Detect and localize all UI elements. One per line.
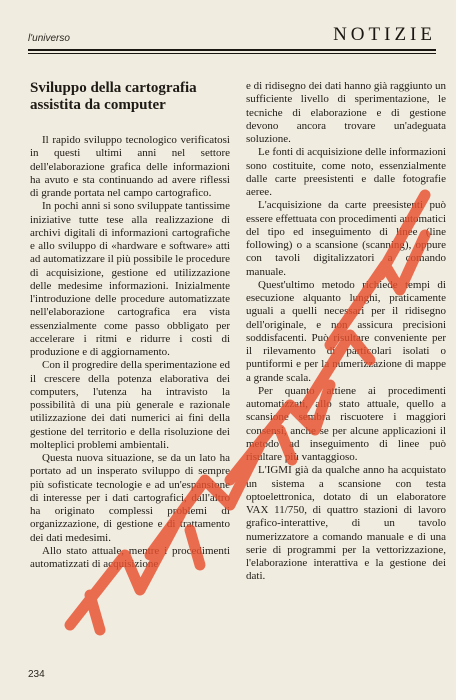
paragraph: Il rapido sviluppo tecnologico verificatosi in questi ultimi anni nel settore dell'elaborazione grafica delle informazioni ha avuto e sta continuando ad avere riflessi di grande portata nel campo cartografico. [30, 134, 230, 199]
article-title: Sviluppo della cartografia assistita da computer [30, 80, 197, 113]
paragraph: Questa nuova situazione, se da un lato ha portato ad un insperato sviluppo di sempre più sofisticate tecnologie e ad un'espansione di interesse per i dati cartografici, dall'altro ha originato complessi problemi di organizzazione, di gestione e di trattamento dei dati medesimi. [30, 452, 230, 544]
paragraph: In pochi anni si sono sviluppate tantissime iniziative tutte tese alla realizzazione di archivi digitali di informazioni cartografiche e allo sviluppo di «hardware e software» atti ad automatizzare il più possibile le procedure di acquisizione, gestione ed utilizzazione delle medesime informazioni. Inizialmente l'introduzione delle procedure automatizzate nell'elaborazione cartografica era vista essenzialmente come passo obbligato per accelerare i ritmi e ridurre i costi di produzione e di aggiornamento. [30, 200, 230, 358]
paragraph: Per quanto attiene ai procedimenti automatizzati, allo stato attuale, quello a scansione sembra riscuotere i maggiori consensi, anche se per alcune applicazioni il metodo ad inseguimento di linee può risultare più vantaggioso. [246, 384, 446, 463]
header-rule [28, 49, 436, 51]
paragraph: L'acquisizione da carte preesistenti può essere effettuata con procedimenti automatici del tipo ed inseguimento di linee (line following) o a scansione (scanning), oppure con tavoli digitalizzatori a comando manuale. [246, 199, 446, 278]
page-header [28, 20, 436, 50]
section-label: l'universo [28, 33, 70, 44]
left-column [30, 80, 230, 571]
paragraph: Allo stato attuale, mentre i procedimenti automatizzati di acquisizione [30, 544, 230, 570]
paragraph: Le fonti di acquisizione delle informazioni sono costituite, come noto, essenzialmente dalle carte preesistenti e dalle fotografie aeree. [246, 146, 446, 198]
page-number: 234 [28, 669, 45, 680]
right-column [246, 80, 446, 584]
paragraph: e di ridisegno dei dati hanno già raggiunto un sufficiente livello di sperimentazione, le tecniche di elaborazione e di gestione devono ancora trovare un'adeguata soluzione. [246, 80, 446, 145]
section-title: NOTIZIE [333, 24, 436, 45]
paragraph: Quest'ultimo metodo richiede tempi di esecuzione alquanto lunghi, praticamente uguali a quelli necessari per il ridisegno dell'originale, e non assicura precisioni soddisfacenti. Può risultare conveniente per il rilevamento di particolari isolati o puntiformi e per la numerizzazione di mappe a grande scala. [246, 278, 446, 384]
header-rule-thin [28, 53, 436, 54]
paragraph: Con il progredire della sperimentazione ed il crescere della potenza elaborativa dei computers, l'utenza ha intravisto la possibilità di una più generale e razionale utilizzazione dei dati numerici ai fini della gestione del territorio e della risoluzione dei molteplici problemi ambientali. [30, 359, 230, 451]
paragraph: L'IGMI già da qualche anno ha acquistato un sistema a scansione con testa optoelettronica, dotato di un elaboratore VAX 11/750, di quattro stazioni di lavoro grafico-interattive, di un tavolo numerizzatore a comando manuale e di una serie di programmi per la vettorizzazione, l'elaborazione interattiva e la gestione dei dati. [246, 464, 446, 583]
